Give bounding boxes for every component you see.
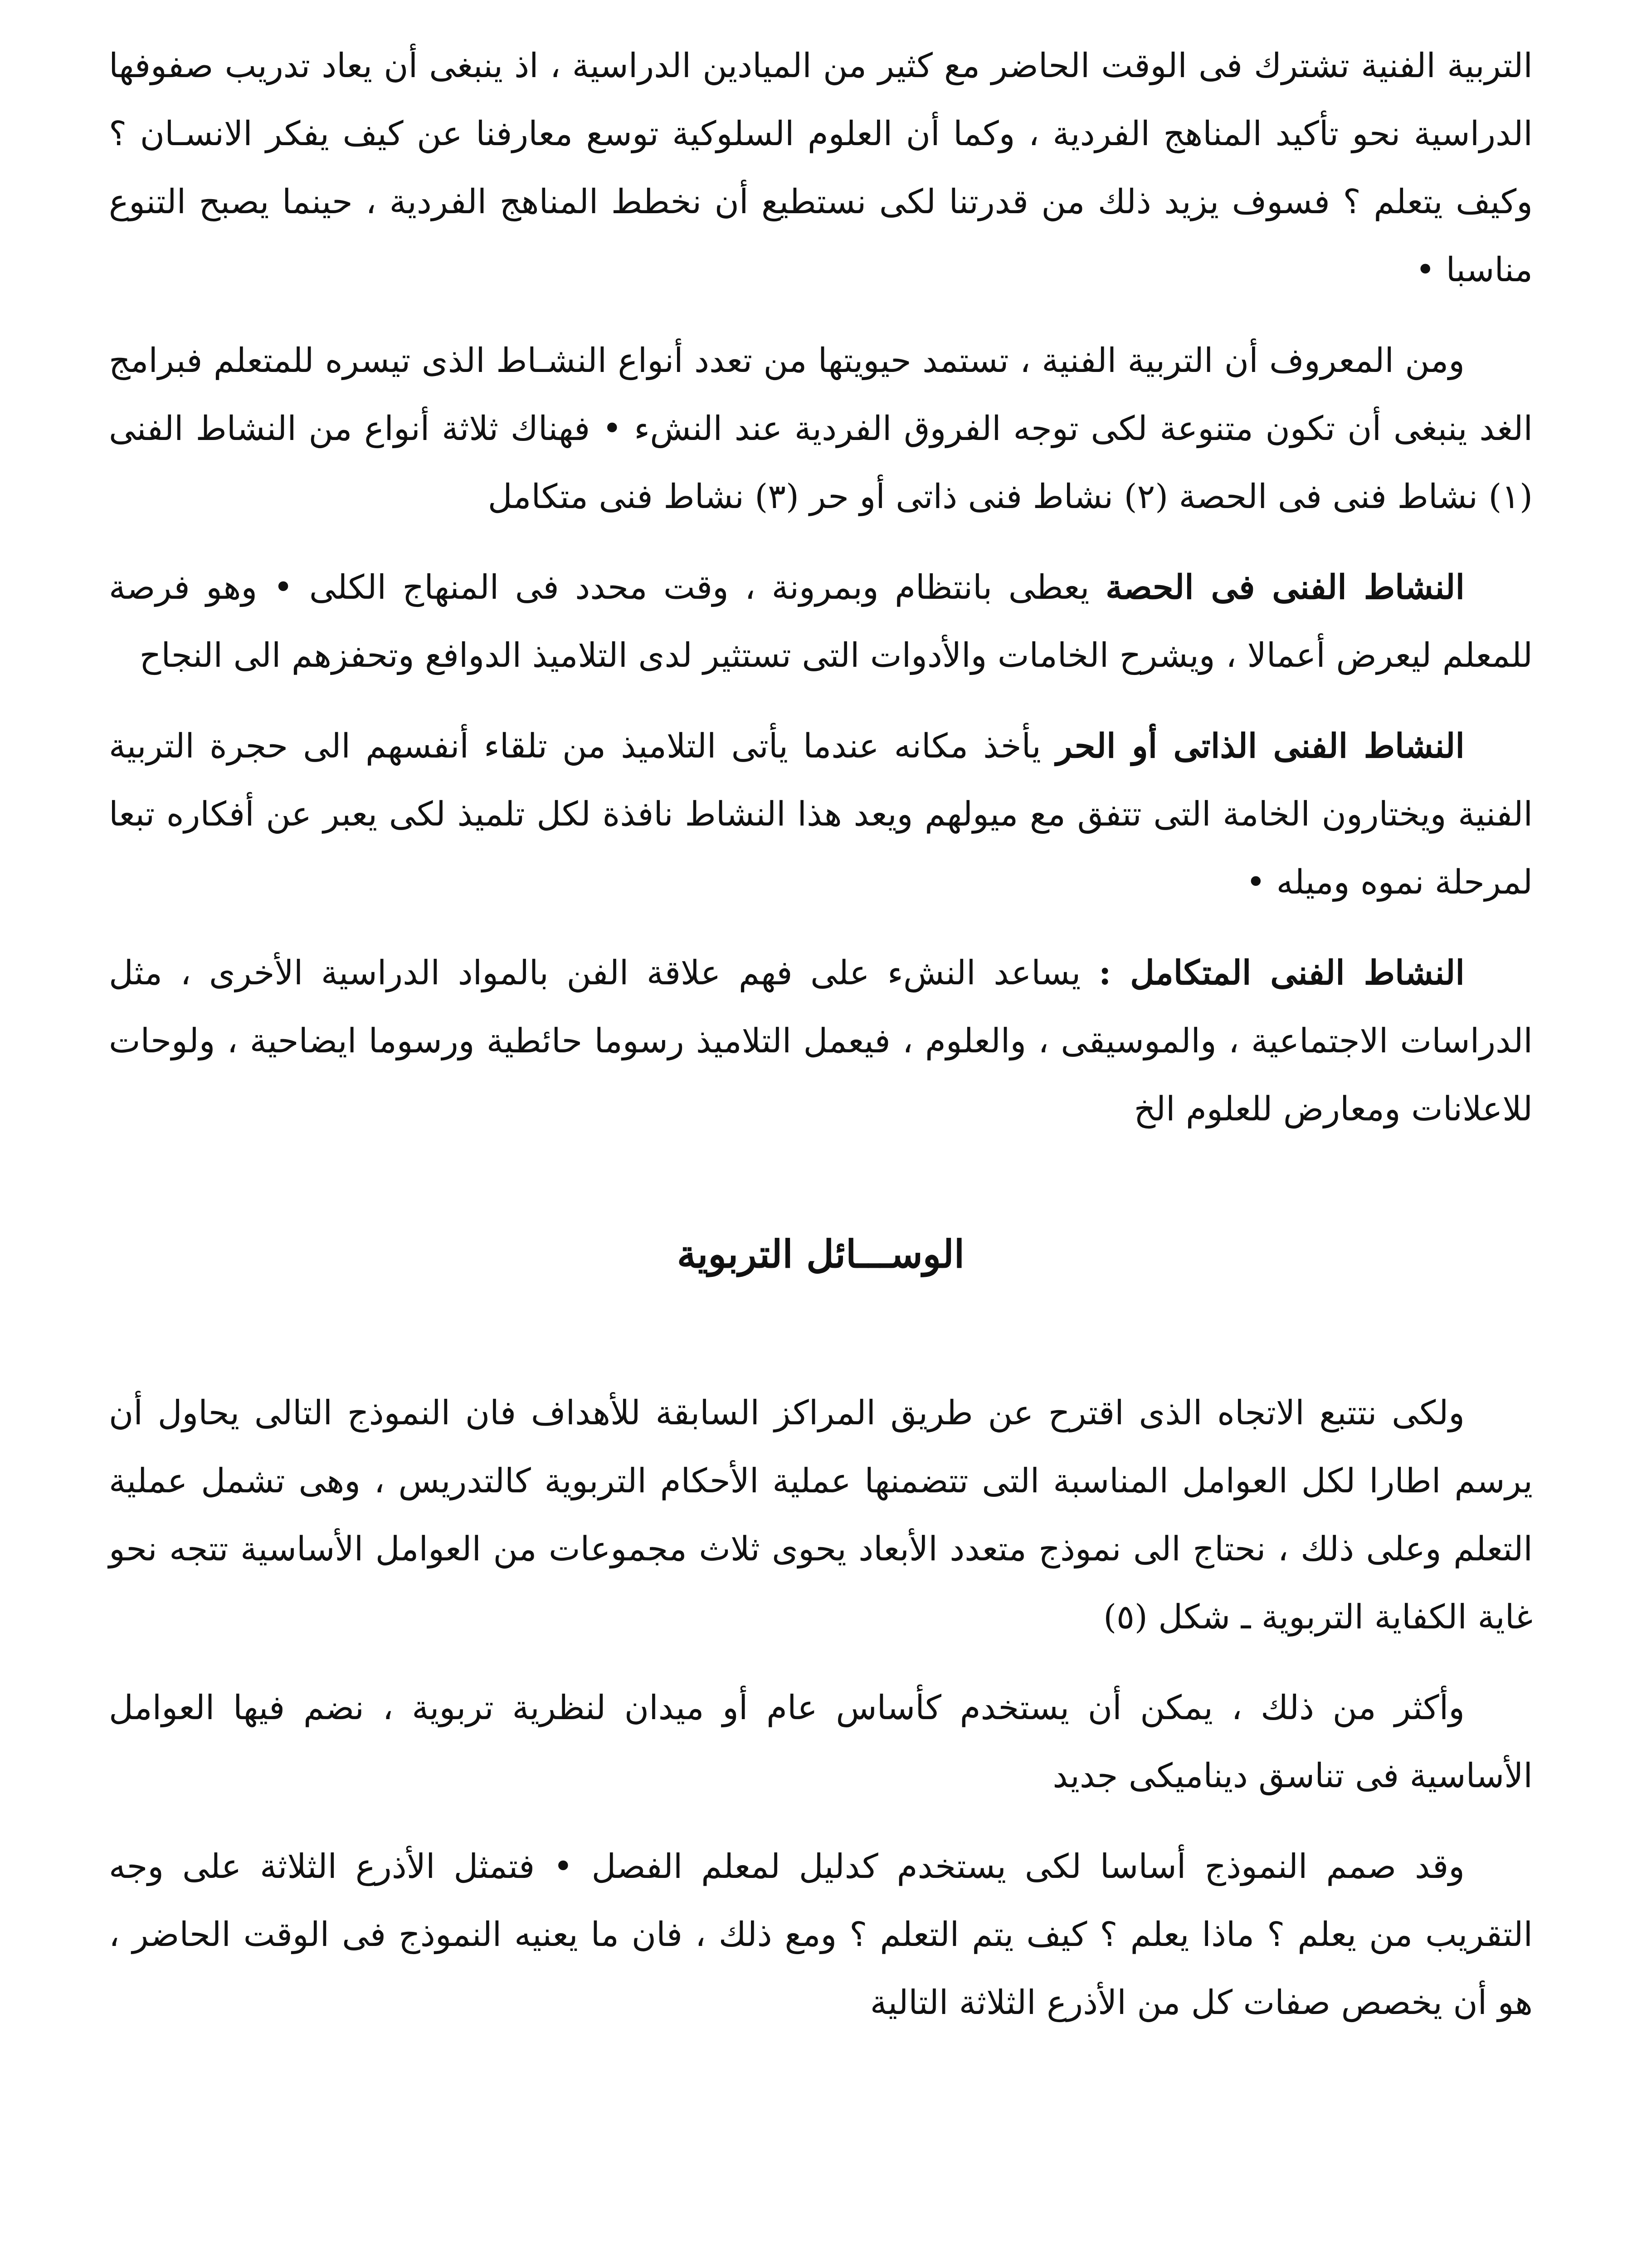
paragraph-title: النشاط الفنى فى الحصة: [1105, 568, 1465, 607]
paragraph-integrated-activity: [109, 939, 1533, 1143]
paragraph-art-education-intro: [109, 32, 1533, 304]
paragraph-free-activity: [109, 712, 1533, 916]
paragraph-text: ولكى نتتبع الاتجاه الذى اقترح عن طريق المراكز السابقة للأهداف فان النموذج التالى يحاول أن يرسم اطارا لكل العوامل المناسبة التى تتضمنها عملية الأحكام التربوية كالتدريس ، وهى تشمل عملية التعلم وعلى ذلك ، نحتاج الى نموذج متعدد الأبعاد يحوى ثلاث مجموعات من العوامل الأساسية تتجه نحو غاية الكفاية التربوية ـ شكل (٥): [109, 1393, 1533, 1637]
paragraph-activity-types: [109, 327, 1533, 531]
document-page: [109, 32, 1533, 2268]
paragraph-text: يأخذ مكانه عندما يأتى التلاميذ من تلقاء أنفسهم الى حجرة التربية الفنية ويختارون الخامة التى تتفق مع ميولهم ويعد هذا النشاط نافذة لكل تلميذ لكى يعبر عن أفكاره تبعا لمرحلة نموه وميله •: [109, 727, 1533, 902]
paragraph-text: يساعد النشء على فهم علاقة الفن بالمواد الدراسية الأخرى ، مثل الدراسات الاجتماعية ، والموسيقى ، والعلوم ، فيعمل التلاميذ رسوما حائطية ورسوما ايضاحية ، ولوحات للاعلانات ومعارض للعلوم الخ: [109, 953, 1533, 1129]
section-heading: الوســـائل التربوية: [677, 1232, 965, 1276]
paragraph-model-arms: [109, 1833, 1533, 2037]
paragraph-theory-basis: [109, 1674, 1533, 1810]
paragraph-title: النشاط الفنى المتكامل :: [1098, 953, 1465, 992]
paragraph-text: التربية الفنية تشترك فى الوقت الحاضر مع كثير من الميادين الدراسية ، اذ ينبغى أن يعاد تدريب صفوفها الدراسية نحو تأكيد المناهج الفردية ، وكما أن العلوم السلوكية توسع معارفنا عن كيف يفكر الانسـان ؟ وكيف يتعلم ؟ فسوف يزيد ذلك من قدرتنا لكى نستطيع أن نخطط المناهج الفردية ، حينما يصبح التنوع مناسبا •: [109, 46, 1533, 289]
paragraph-text: وأكثر من ذلك ، يمكن أن يستخدم كأساس عام أو ميدان لنظرية تربوية ، نضم فيها العوامل الأساسية فى تناسق ديناميكى جديد: [109, 1688, 1533, 1795]
paragraph-text: ومن المعروف أن التربية الفنية ، تستمد حيويتها من تعدد أنواع النشـاط الذى تيسره للمتعلم فبرامج الغد ينبغى أن تكون متنوعة لكى توجه الفروق الفردية عند النشء • فهناك ثلاثة أنواع من النشاط الفنى (١) نشاط فنى فى الحصة (٢) نشاط فنى ذاتى أو حر (٣) نشاط فنى متكامل: [109, 341, 1533, 516]
paragraph-text: يعطى بانتظام وبمرونة ، وقت محدد فى المنهاج الكلى • وهو فرصة للمعلم ليعرض أعمالا ، ويشرح الخامات والأدوات التى تستثير لدى التلاميذ الدوافع وتحفزهم الى النجاح: [109, 568, 1533, 675]
paragraph-model-framework: [109, 1379, 1533, 1651]
paragraph-class-activity: [109, 553, 1533, 689]
paragraph-title: النشاط الفنى الذاتى أو الحر: [1056, 727, 1465, 766]
paragraph-text: وقد صمم النموذج أساسا لكى يستخدم كدليل لمعلم الفصل • فتمثل الأذرع الثلاثة على وجه التقريب من يعلم ؟ ماذا يعلم ؟ كيف يتم التعلم ؟ ومع ذلك ، فان ما يعنيه النموذج فى الوقت الحاضر ، هو أن يخصص صفات كل من الأذرع الثلاثة التالية: [109, 1847, 1533, 2022]
